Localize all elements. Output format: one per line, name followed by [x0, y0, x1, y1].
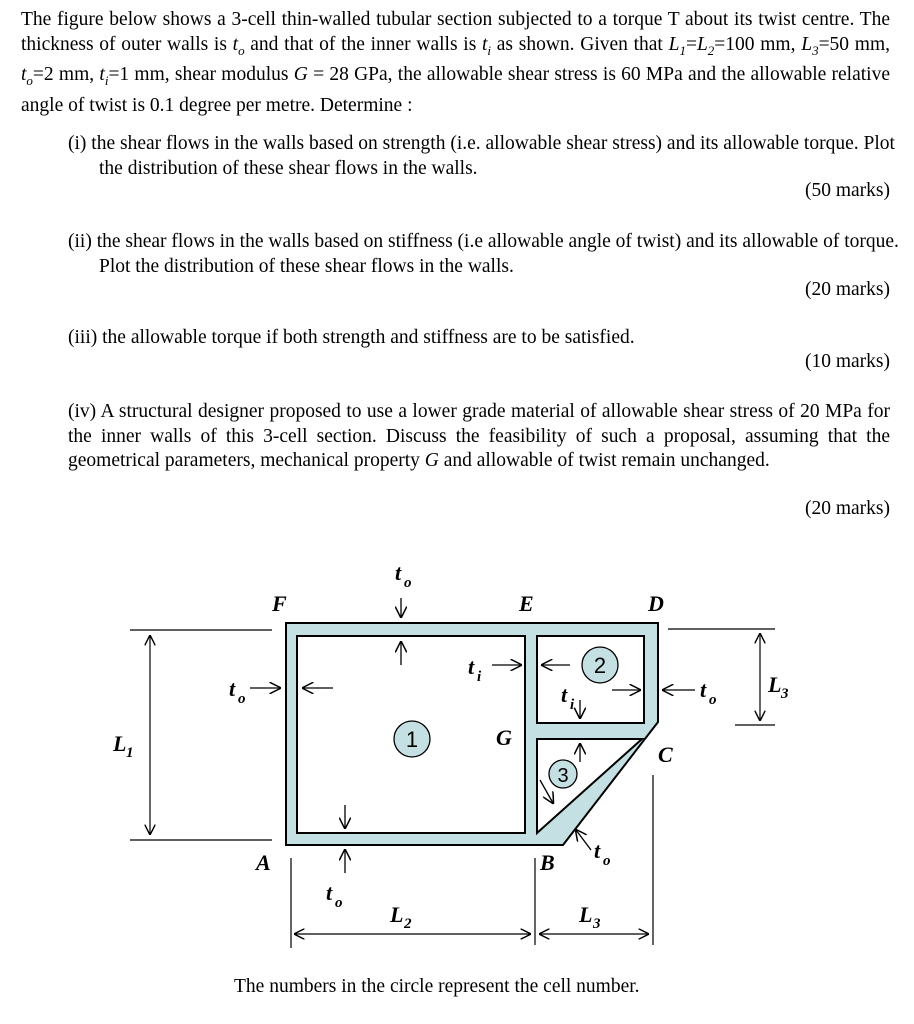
- svg-text:o: o: [404, 575, 412, 591]
- cell-2-number: 2: [593, 653, 607, 678]
- svg-text:o: o: [603, 853, 611, 869]
- svg-text:o: o: [238, 691, 246, 707]
- intro-text: = 28 GPa, the allowable shear stress is 60 MPa and the allowable relative angle of twist is 0.1 degree per metre. Determine :: [21, 64, 890, 116]
- symbol-t: t: [99, 64, 105, 86]
- subscript: 2: [707, 42, 715, 58]
- svg-text:t: t: [395, 560, 402, 585]
- svg-text:i: i: [477, 669, 482, 685]
- subscript: 1: [679, 42, 686, 58]
- svg-text:L: L: [579, 902, 593, 927]
- subscript: o: [26, 72, 33, 88]
- svg-text:o: o: [335, 895, 343, 911]
- symbol-G: G: [293, 64, 308, 86]
- label-C: C: [658, 742, 673, 767]
- cell-2-marker: [582, 647, 618, 683]
- symbol-L: L: [801, 33, 813, 55]
- svg-text:3: 3: [781, 686, 789, 702]
- intro-text: The figure below shows a 3-cell thin-walled tubular section subjected to a torque T about its twist centre. The thickness of outer walls is: [21, 9, 890, 55]
- label-B: B: [540, 850, 555, 875]
- cell-1-marker: [394, 721, 430, 757]
- svg-text:t: t: [468, 654, 475, 679]
- symbol-t: t: [232, 33, 239, 55]
- intro-paragraph: [21, 8, 890, 118]
- question-4: [68, 400, 890, 474]
- svg-text:i: i: [570, 697, 575, 713]
- cell-3-number: 3: [557, 765, 569, 787]
- label-F: F: [272, 591, 287, 616]
- symbol-t: t: [21, 64, 27, 86]
- label-E: E: [519, 591, 534, 616]
- symbol-L: L: [668, 33, 680, 55]
- question-2: (ii) the shear flows in the walls based on stiffness (i.e allowable angle of twist) and its allowable of torque. Plot the distribution of these shear flows in the walls.: [68, 231, 899, 277]
- cell-3-interior: [537, 739, 642, 833]
- svg-text:L: L: [768, 672, 782, 697]
- question-3-marks: (10 marks): [804, 351, 890, 372]
- svg-text:t: t: [561, 682, 568, 707]
- section-figure: [0, 540, 914, 970]
- question-4-text: and allowable of twist remain unchanged.: [438, 450, 770, 472]
- intro-text: as shown. Given that: [491, 33, 669, 55]
- intro-text: and that of the inner walls is: [244, 33, 482, 55]
- question-4-marks: (20 marks): [804, 498, 890, 519]
- svg-text:t: t: [229, 676, 236, 701]
- symbol-t: t: [482, 33, 488, 55]
- symbol-L: L: [696, 33, 708, 55]
- subscript: i: [104, 72, 109, 88]
- label-D: D: [648, 591, 664, 616]
- question-1: (i) the shear flows in the walls based on strength (i.e. allowable shear stress) and its allowable torque. Plot the distribution of these shear flows in the walls.: [68, 133, 895, 179]
- svg-text:o: o: [709, 692, 717, 708]
- question-2-marks: (20 marks): [804, 279, 890, 300]
- svg-text:L: L: [390, 902, 404, 927]
- intro-text: =100 mm,: [714, 33, 802, 55]
- intro-text: =: [685, 33, 697, 55]
- cell-1-number: 1: [405, 727, 419, 752]
- question-4-text: (iv) A structural designer proposed to use a lower grade material of allowable shear stress of 20 MPa for the inner walls of this 3-cell section. Discuss the feasibility of such a proposal, assuming that the geometrical parameters, mechanical property: [68, 401, 890, 472]
- cell-3-marker: [549, 760, 577, 788]
- svg-text:L: L: [113, 731, 127, 756]
- subscript: i: [487, 42, 492, 58]
- subscript: 3: [812, 42, 819, 58]
- label-G: G: [496, 725, 512, 750]
- subscript: o: [238, 42, 245, 58]
- svg-text:t: t: [700, 677, 707, 702]
- svg-text:t: t: [326, 880, 333, 905]
- dimension-L3-vertical: [668, 629, 789, 725]
- label-A: A: [256, 850, 271, 875]
- svg-text:t: t: [594, 838, 601, 863]
- figure-caption: The numbers in the circle represent the cell number.: [234, 976, 640, 997]
- intro-text: =1 mm, shear modulus: [108, 64, 294, 86]
- svg-text:3: 3: [593, 916, 601, 932]
- question-1-marks: (50 marks): [804, 180, 890, 201]
- svg-text:2: 2: [404, 916, 412, 932]
- intro-text: =2 mm,: [32, 64, 100, 86]
- question-3: (iii) the allowable torque if both strength and stiffness are to be satisfied.: [68, 327, 635, 348]
- symbol-G: G: [424, 450, 439, 472]
- intro-text: =50 mm,: [818, 33, 890, 55]
- svg-text:1: 1: [126, 745, 134, 761]
- dimension-L1: [112, 630, 272, 840]
